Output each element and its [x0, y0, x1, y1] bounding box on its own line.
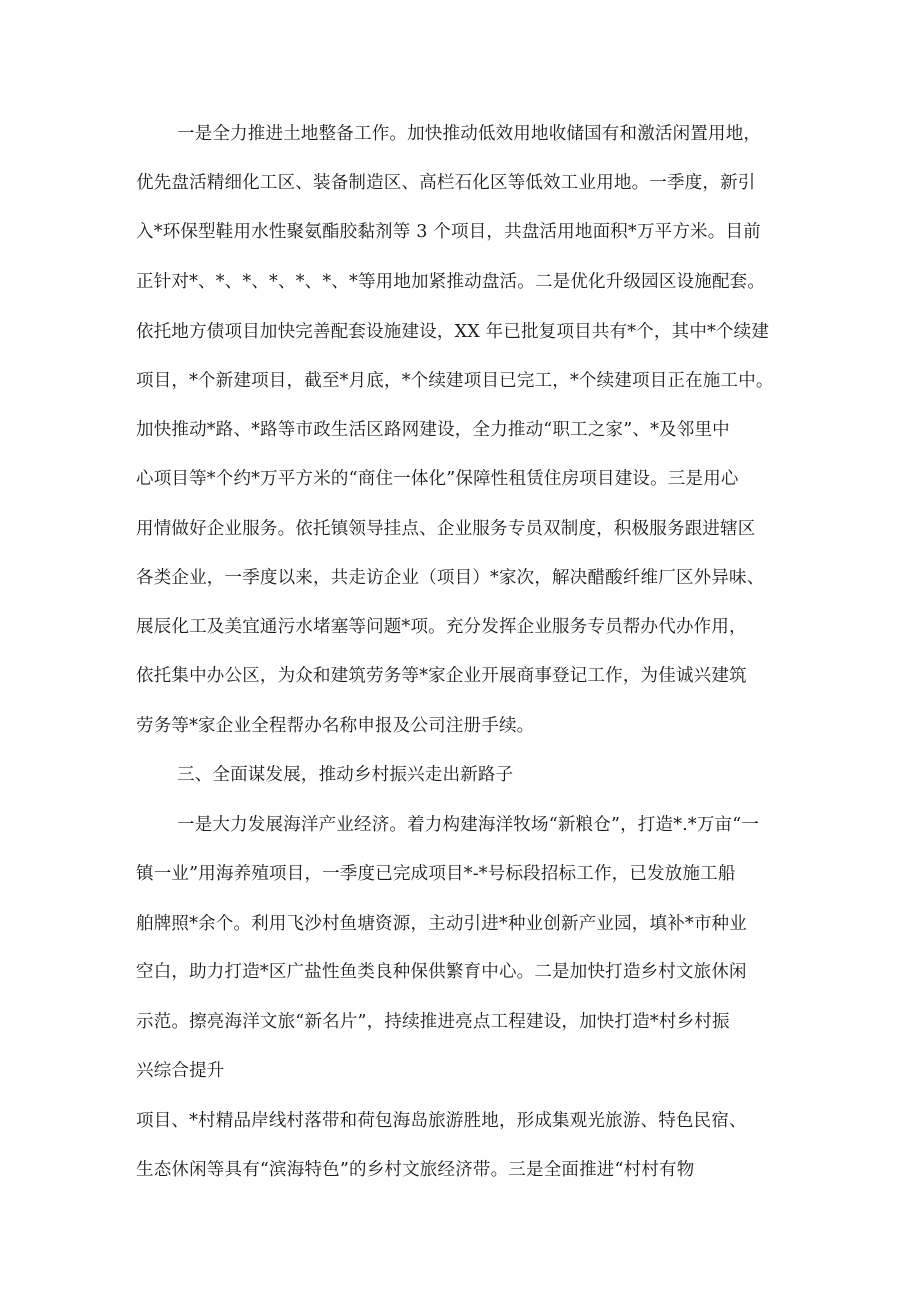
paragraph-line: 生态休闲等具有“滨海特色”的乡村文旅经济带。三是全面推进“村村有物 [136, 1160, 695, 1180]
paragraph-line: 镇一业”用海养殖项目，一季度已完成项目*-*号标段招标工作，已发放施工船 [136, 864, 736, 884]
paragraph-line: 兴综合提升 [136, 1061, 225, 1081]
paragraph-line: 各类企业，一季度以来，共走访企业（项目）*家次，解决醋酸纤维厂区外异味、 [136, 568, 765, 588]
paragraph-line: 示范。擦亮海洋文旅“新名片”，持续推进亮点工程建设，加快打造*村乡村振 [136, 1012, 730, 1032]
paragraph-line: 展辰化工及美宜通污水堵塞等问题*项。充分发挥企业服务专员帮办代办作用， [136, 617, 747, 637]
paragraph-line: 心项目等*个约*万平方米的“商住一体化”保障性租赁住房项目建设。三是用心 [136, 469, 739, 489]
paragraph-line: 项目、*村精品岸线村落带和荷包海岛旅游胜地，形成集观光旅游、特色民宿、 [136, 1111, 747, 1131]
paragraph-line: 依托地方债项目加快完善配套设施建设，XX 年已批复项目共有*个，其中*个续建 [136, 322, 770, 342]
paragraph-line: 正针对*、*、*、*、*、*、*等用地加紧推动盘活。二是优化升级园区设施配套。 [136, 272, 766, 292]
paragraph-line: 用情做好企业服务。依托镇领导挂点、企业服务专员双制度，积极服务跟进辖区 [136, 519, 756, 539]
paragraph-line: 加快推动*路、*路等市政生活区路网建设，全力推动“职工之家”、*及邻里中 [136, 420, 730, 440]
paragraph-line: 空白，助力打造*区广盐性鱼类良种保供繁育中心。二是加快打造乡村文旅休闲 [136, 962, 747, 982]
paragraph-line: 劳务等*家企业全程帮办名称申报及公司注册手续。 [136, 716, 535, 736]
paragraph-line: 优先盘活精细化工区、装备制造区、高栏石化区等低效工业用地。一季度，新引 [136, 173, 756, 193]
section-heading: 三、全面谋发展，推动乡村振兴走出新路子 [177, 765, 514, 785]
paragraph-line: 一是全力推进土地整备工作。加快推动低效用地收储国有和激活闲置用地， [177, 124, 762, 144]
paragraph-line: 入*环保型鞋用水性聚氨酯胶黏剂等 3 个项目，共盘活用地面积*万平方米。目前 [136, 222, 761, 242]
paragraph-line: 一是大力发展海洋产业经济。着力构建海洋牧场“新粮仓”，打造*.*万亩“一 [177, 815, 760, 835]
paragraph-line: 依托集中办公区，为众和建筑劳务等*家企业开展商事登记工作，为佳诚兴建筑 [136, 666, 747, 686]
paragraph-line: 项目，*个新建项目，截至*月底，*个续建项目已完工，*个续建项目正在施工中。 [136, 371, 774, 391]
paragraph-line: 舶牌照*余个。利用飞沙村鱼塘资源，主动引进*种业创新产业园，填补*市种业 [136, 914, 747, 934]
